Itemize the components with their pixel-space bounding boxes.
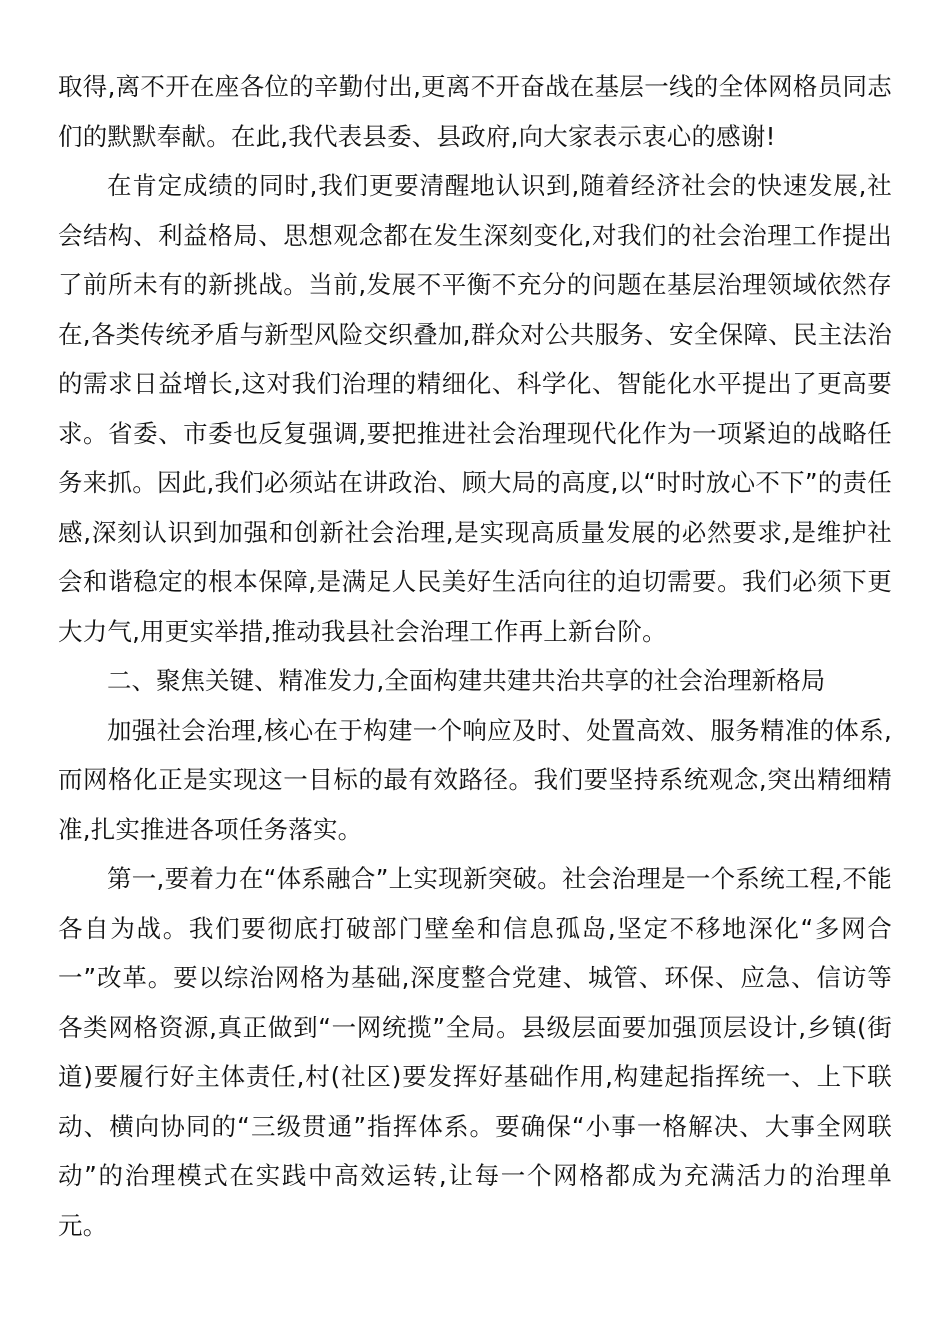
section-heading-two: 二、聚焦关键、精准发力,全面构建共建共治共享的社会治理新格局	[107, 666, 826, 695]
paragraph-system-integration: 第一,要着力在“体系融合”上实现新突破。社会治理是一个系统工程,不能各自为战。我们要彻底打破部门壁垒和信息孤岛,坚定不移地深化“多网合一”改革。要以综治网格为基础,深度整合党建、城管、环保、应急、信访等各类网格资源,真正做到“一网统揽”全局。县级层面要加强顶层设计,乡镇(街道)要履行好主体责任,村(社区)要发挥好基础作用,构建起指挥统一、上下联动、横向协同的“三级贯通”指挥体系。要确保“小事一格解决、大事全网联动”的治理模式在实践中高效运转,让每一个网格都成为充满活力的治理单元。	[58, 864, 892, 1240]
paragraph-core-system: 加强社会治理,核心在于构建一个响应及时、处置高效、服务精准的体系,而网格化正是实现这一目标的最有效路径。我们要坚持系统观念,突出精细精准,扎实推进各项任务落实。	[58, 715, 892, 844]
paragraph-continuation: 取得,离不开在座各位的辛勤付出,更离不开奋战在基层一线的全体网格员同志们的默默奉献。在此,我代表县委、县政府,向大家表示衷心的感谢!	[58, 72, 892, 151]
document-body	[58, 62, 892, 1250]
paragraph-challenges: 在肯定成绩的同时,我们更要清醒地认识到,随着经济社会的快速发展,社会结构、利益格局、思想观念都在发生深刻变化,对我们的社会治理工作提出了前所未有的新挑战。当前,发展不平衡不充分的问题在基层治理领域依然存在,各类传统矛盾与新型风险交织叠加,群众对公共服务、安全保障、民主法治的需求日益增长,这对我们治理的精细化、科学化、智能化水平提出了更高要求。省委、市委也反复强调,要把推进社会治理现代化作为一项紧迫的战略任务来抓。因此,我们必须站在讲政治、顾大局的高度,以“时时放心不下”的责任感,深刻认识到加强和创新社会治理,是实现高质量发展的必然要求,是维护社会和谐稳定的根本保障,是满足人民美好生活向往的迫切需要。我们必须下更大力气,用更实举措,推动我县社会治理工作再上新台阶。	[58, 171, 892, 646]
